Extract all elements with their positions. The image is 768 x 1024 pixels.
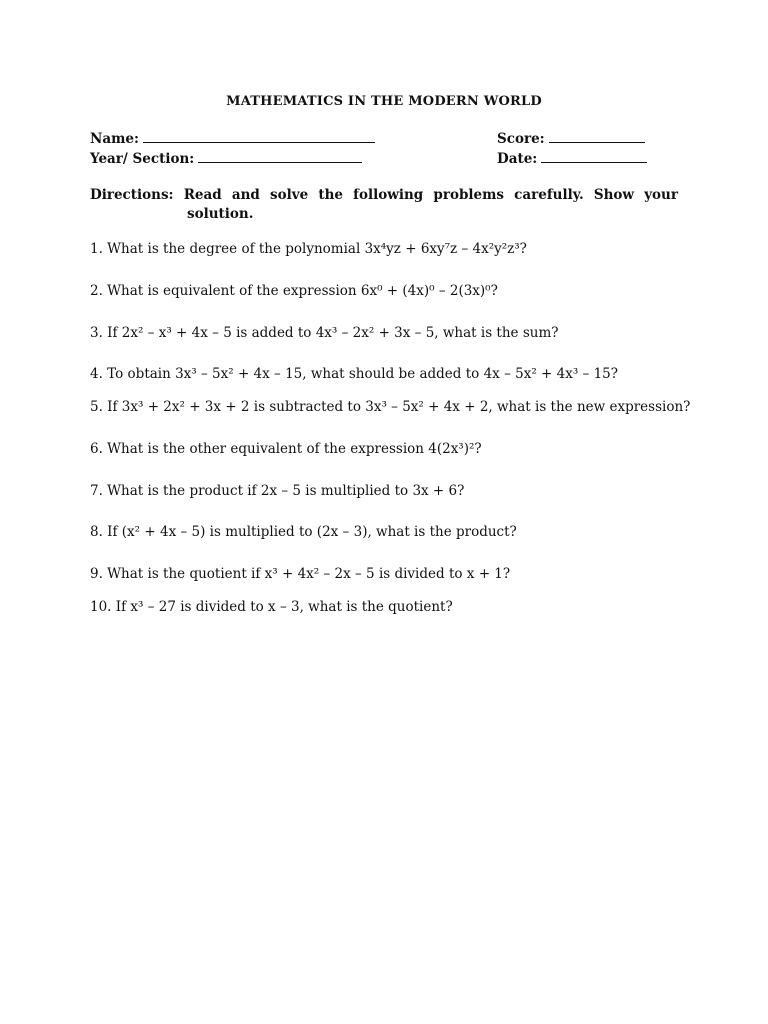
name-blank-line[interactable] [143,130,375,143]
question-10: 10. If x³ – 27 is divided to x – 3, what is the quotient? [90,599,453,615]
date-field [497,150,647,167]
date-blank-line[interactable] [541,150,647,163]
question-1: 1. What is the degree of the polynomial 3x⁴yz + 6xy⁷z – 4x²y²z³? [90,241,527,257]
question-2: 2. What is equivalent of the expression 6x⁰ + (4x)⁰ – 2(3x)⁰? [90,283,498,299]
date-label: Date: [497,151,538,167]
score-blank-line[interactable] [549,130,645,143]
question-4: 4. To obtain 3x³ – 5x² + 4x – 15, what should be added to 4x – 5x² + 4x³ – 15? [90,366,618,382]
question-8: 8. If (x² + 4x – 5) is multiplied to (2x – 3), what is the product? [90,524,517,540]
question-7: 7. What is the product if 2x – 5 is multiplied to 3x + 6? [90,483,465,499]
score-field [497,130,645,147]
name-label: Name: [90,131,139,147]
worksheet-title: MATHEMATICS IN THE MODERN WORLD [226,94,542,109]
directions-line-2: solution. [187,206,254,222]
question-9: 9. What is the quotient if x³ + 4x² – 2x – 5 is divided to x + 1? [90,566,511,582]
name-field [90,130,375,147]
question-3: 3. If 2x² – x³ + 4x – 5 is added to 4x³ – 2x² + 3x – 5, what is the sum? [90,325,559,341]
year-section-field [90,150,362,167]
question-6: 6. What is the other equivalent of the expression 4(2x³)²? [90,441,482,457]
directions-line-1: Directions: Read and solve the following problems carefully. Show your [90,187,678,203]
year-section-blank-line[interactable] [198,150,362,163]
year-section-label: Year/ Section: [90,151,195,167]
directions [90,186,678,224]
question-5: 5. If 3x³ + 2x² + 3x + 2 is subtracted to 3x³ – 5x² + 4x + 2, what is the new expression? [90,399,691,415]
score-label: Score: [497,131,545,147]
